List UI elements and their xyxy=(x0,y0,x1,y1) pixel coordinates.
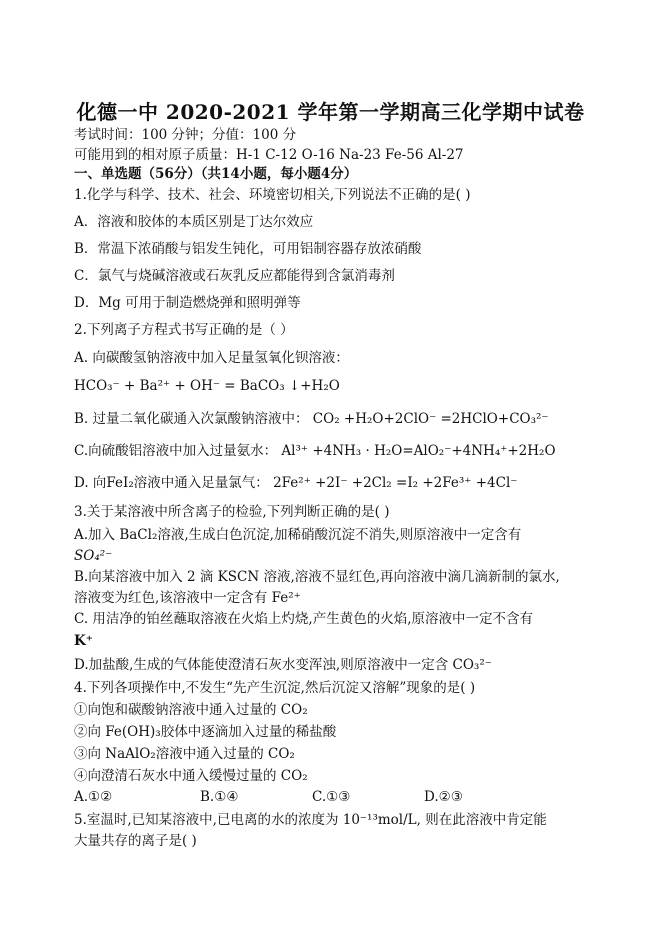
q5-stem-line1: 5.室温时,已知某溶液中,已电离的水的浓度为 10⁻¹³mol/L, 则在此溶液中肯定能 xyxy=(74,812,547,828)
q1-option-c: C．氯气与烧碱溶液或石灰乳反应都能得到含氯消毒剂 xyxy=(74,268,395,284)
section-header: 一、单选题（56分）（共14小题，每小题4分） xyxy=(74,166,358,182)
q1-option-d: D．Mg 可用于制造燃烧弹和照明弹等 xyxy=(74,295,301,311)
q4-item-3: ③向 NaAlO₂溶液中通入过量的 CO₂ xyxy=(74,746,295,762)
q3-option-a-line1: A.加入 BaCl₂溶液,生成白色沉淀,加稀硝酸沉淀不消失,则原溶液中一定含有 xyxy=(74,527,522,543)
exam-time-score: 考试时间：100 分钟；分值：100 分 xyxy=(74,127,297,143)
q4-item-1: ①向饱和碳酸钠溶液中通入过量的 CO₂ xyxy=(74,702,308,718)
q4-option-c: C.①③ xyxy=(312,789,351,805)
q1-option-a: A．溶液和胶体的本质区别是丁达尔效应 xyxy=(74,214,314,230)
q2-option-d: D. 向FeI₂溶液中通入足量氯气： 2Fe²⁺ +2I⁻ +2Cl₂ =I₂ +2Fe³⁺ +4Cl⁻ xyxy=(74,475,518,491)
q3-option-c-line1: C. 用洁净的铂丝蘸取溶液在火焰上灼烧,产生黄色的火焰,原溶液中一定不含有 xyxy=(74,611,534,627)
q2-stem: 2.下列离子方程式书写正确的是（ ） xyxy=(74,322,294,338)
q1-stem: 1.化学与科学、技术、社会、环境密切相关,下列说法不正确的是( ) xyxy=(74,187,471,203)
q5-stem-line2: 大量共存的离子是( ) xyxy=(74,833,197,849)
q4-stem: 4.下列各项操作中,不发生“先产生沉淀,然后沉淀又溶解”现象的是( ) xyxy=(74,680,476,696)
q4-option-b: B.①④ xyxy=(200,789,239,805)
q2-option-c: C.向硫酸铝溶液中加入过量氨水： Al³⁺ +4NH₃ · H₂O=AlO₂⁻+4NH₄⁺+2H₂O xyxy=(74,443,556,459)
q4-item-2: ②向 Fe(OH)₃胶体中逐滴加入过量的稀盐酸 xyxy=(74,724,337,740)
q3-option-b-line2: 溶液变为红色,该溶液中一定含有 Fe²⁺ xyxy=(74,590,301,606)
q2-option-b: B. 过量二氧化碳通入次氯酸钠溶液中： CO₂ +H₂O+2ClO⁻ =2HClO+CO₃²⁻ xyxy=(74,411,549,427)
atomic-masses: 可能用到的相对原子质量：H-1 C-12 O-16 Na-23 Fe-56 Al-27 xyxy=(74,147,464,163)
q4-option-d: D.②③ xyxy=(424,789,463,805)
q2-option-a-equation: HCO₃⁻ + Ba²⁺ + OH⁻ = BaCO₃ ↓+H₂O xyxy=(74,378,340,394)
q1-option-b: B．常温下浓硝酸与铝发生钝化，可用铝制容器存放浓硝酸 xyxy=(74,241,422,257)
q3-option-d: D.加盐酸,生成的气体能使澄清石灰水变浑浊,则原溶液中一定含 CO₃²⁻ xyxy=(74,657,492,673)
q4-option-a: A.①② xyxy=(74,789,113,805)
q3-stem: 3.关于某溶液中所含离子的检验,下列判断正确的是( ) xyxy=(74,504,390,520)
q3-option-a-line2: SO₄²⁻ xyxy=(74,548,113,564)
exam-title: 化德一中 2020-2021 学年第一学期高三化学期中试卷 xyxy=(76,100,585,124)
q3-option-c-line2: K⁺ xyxy=(74,633,93,649)
q4-item-4: ④向澄清石灰水中通入缓慢过量的 CO₂ xyxy=(74,768,308,784)
q2-option-a-text: A. 向碳酸氢钠溶液中加入足量氢氧化钡溶液： xyxy=(74,350,349,366)
q3-option-b-line1: B.向某溶液中加入 2 滴 KSCN 溶液,溶液不显红色,再向溶液中滴几滴新制的氯水, xyxy=(74,569,560,585)
